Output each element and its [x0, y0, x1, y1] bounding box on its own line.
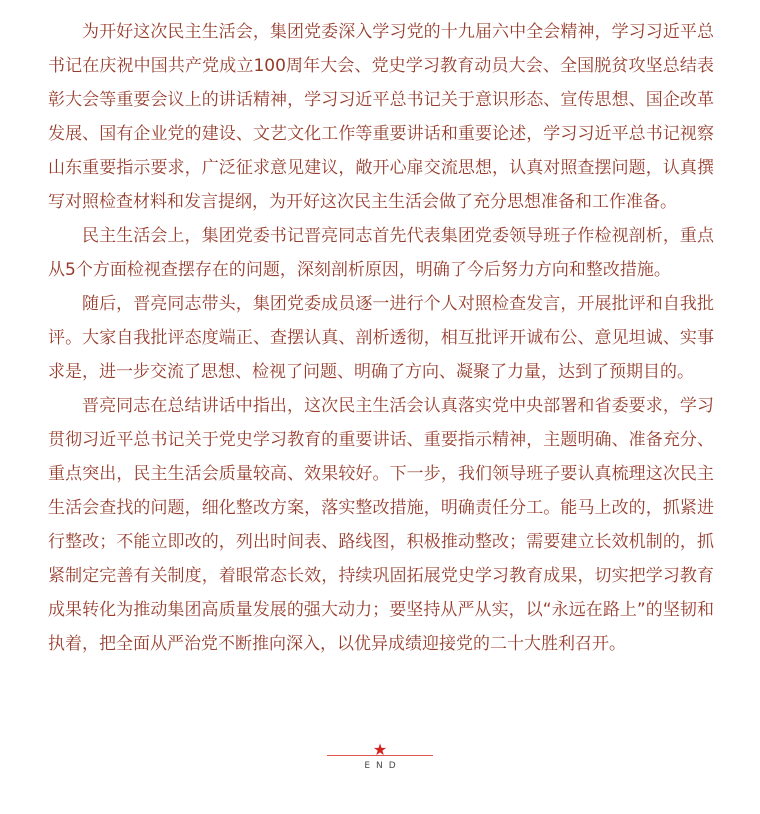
paragraph-preparation: 为开好这次民主生活会，集团党委深入学习党的十九届六中全会精神，学习习近平总书记在庆祝中国共产党成立100周年大会、党史学习教育动员大会、全国脱贫攻坚总结表彰大会等重要会议上的讲话精神，学习习近平总书记关于意识形态、宣传思想、国企改革发展、国有企业党的建设、文艺文化工作等重要讲话和重要论述，学习习近平总书记视察山东重要指示要求，广泛征求意见建议，敞开心扉交流思想，认真对照查摆问题，认真撰写对照检查材料和发言提纲，为开好这次民主生活会做了充分思想准备和工作准备。 — [48, 22, 714, 212]
star-icon: ★ — [372, 740, 388, 759]
paragraph-criticism: 随后，晋亮同志带头，集团党委成员逐一进行个人对照检查发言，开展批评和自我批评。大家自我批评态度端正、查摆认真、剖析透彻，相互批评开诚布公、意见坦诚、实事求是，进一步交流了思想、检视了问题、明确了方向、凝聚了力量，达到了预期目的。 — [48, 294, 714, 382]
end-label: END — [364, 761, 402, 771]
end-marker — [0, 740, 760, 771]
paragraph-self-examination: 民主生活会上，集团党委书记晋亮同志首先代表集团党委领导班子作检视剖析，重点从5个方面检视查摆存在的问题，深刻剖析原因，明确了今后努力方向和整改措施。 — [48, 226, 714, 280]
paragraph-concluding-remarks: 晋亮同志在总结讲话中指出，这次民主生活会认真落实党中央部署和省委要求，学习贯彻习近平总书记关于党史学习教育的重要讲话、重要指示精神，主题明确、准备充分、重点突出，民主生活会质量较高、效果较好。下一步，我们领导班子要认真梳理这次民主生活会查找的问题，细化整改方案，落实整改措施，明确责任分工。能马上改的，抓紧进行整改；不能立即改的，列出时间表、路线图，积极推动整改；需要建立长效机制的，抓紧制定完善有关制度，着眼常态长效，持续巩固拓展党史学习教育成果，切实把学习教育成果转化为推动集团高质量发展的强大动力；要坚持从严从实，以“永远在路上”的坚韧和执着，把全面从严治党不断推向深入，以优异成绩迎接党的二十大胜利召开。 — [48, 396, 714, 654]
